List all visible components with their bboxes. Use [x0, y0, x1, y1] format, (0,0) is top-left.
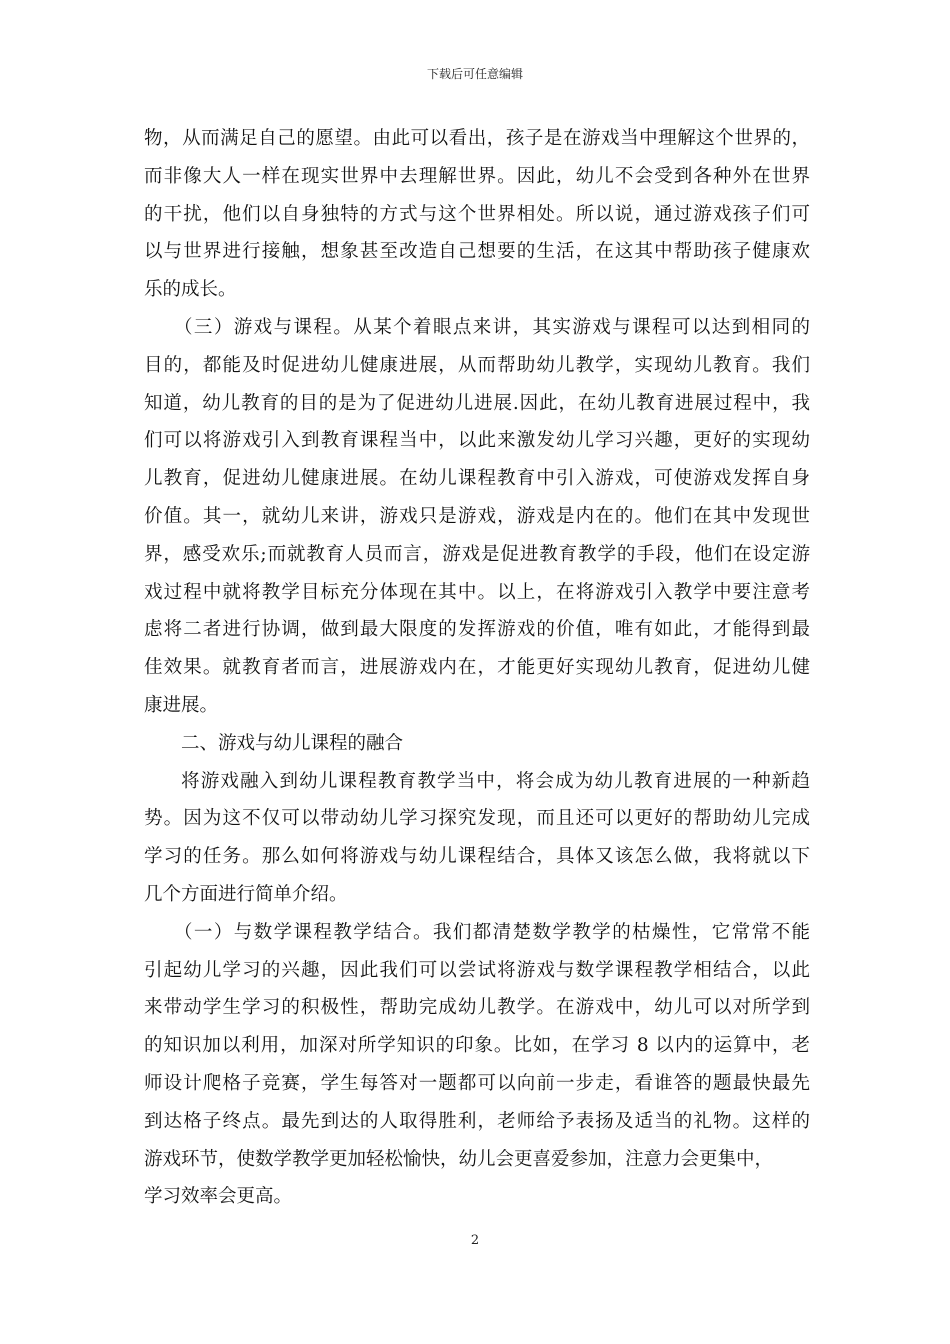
- text-line: 虑将二者进行协调，做到最大限度的发挥游戏的价值，唯有如此，才能得到最: [144, 619, 810, 641]
- text-line: 乐的成长。: [144, 279, 237, 301]
- text-line: 价值。其一，就幼儿来讲，游戏只是游戏，游戏是内在的。他们在其中发现世: [144, 505, 810, 527]
- text-line: 以与世界进行接触，想象甚至改造自己想要的生活，在这其中帮助孩子健康欢: [144, 241, 810, 263]
- text-line: 将游戏融入到幼儿课程教育教学当中，将会成为幼儿教育进展的一种新趋: [181, 770, 810, 792]
- text-line: 到达格子终点。最先到达的人取得胜利，老师给予表扬及适当的礼物。这样的: [144, 1110, 810, 1132]
- text-line: 学习的任务。那么如何将游戏与幼儿课程结合，具体又该怎么做，我将就以下: [144, 846, 810, 868]
- text-line: 师设计爬格子竞赛，学生每答对一题都可以向前一步走，看谁答的题最快最先: [144, 1072, 810, 1094]
- text-line: 知道，幼儿教育的目的是为了促进幼儿进展.因此，在幼儿教育进展过程中，我: [144, 392, 810, 414]
- text-line: （一）与数学课程教学结合。我们都清楚数学教学的枯燥性，它常常不能: [174, 921, 810, 943]
- text-line: 的干扰，他们以自身独特的方式与这个世界相处。所以说，通过游戏孩子们可: [144, 203, 810, 225]
- text-line: 来带动学生学习的积极性，帮助完成幼儿教学。在游戏中，幼儿可以对所学到: [144, 997, 810, 1019]
- text-line: 游戏环节，使数学教学更加轻松愉快，幼儿会更喜爱参加，注意力会更集中，: [144, 1148, 774, 1170]
- text-line: 二、游戏与幼儿课程的融合: [181, 732, 404, 754]
- text-line: 目的，都能及时促进幼儿健康进展，从而帮助幼儿教学，实现幼儿教育。我们: [144, 354, 810, 376]
- page-number: 2: [470, 1233, 480, 1248]
- text-line: 界，感受欢乐;而就教育人员而言，游戏是促进教育教学的手段，他们在设定游: [144, 543, 810, 565]
- text-line: 们可以将游戏引入到教育课程当中，以此来激发幼儿学习兴趣，更好的实现幼: [144, 430, 810, 452]
- text-line: 的知识加以利用，加深对所学知识的印象。比如，在学习 8 以内的运算中，老: [144, 1035, 810, 1057]
- document-body: [144, 120, 810, 1216]
- text-line: 康进展。: [144, 694, 219, 716]
- text-line: 学习效率会更高。: [144, 1186, 293, 1208]
- text-line: （三）游戏与课程。从某个着眼点来讲，其实游戏与课程可以达到相同的: [174, 316, 810, 338]
- text-line: 引起幼儿学习的兴趣，因此我们可以尝试将游戏与数学课程教学相结合，以此: [144, 959, 810, 981]
- text-line: 戏过程中就将教学目标充分体现在其中。以上，在将游戏引入教学中要注意考: [144, 581, 810, 603]
- text-line: 而非像大人一样在现实世界中去理解世界。因此，幼儿不会受到各种外在世界: [144, 165, 810, 187]
- text-line: 佳效果。就教育者而言，进展游戏内在，才能更好实现幼儿教育，促进幼儿健: [144, 657, 810, 679]
- page-header: 下载后可任意编辑: [426, 67, 523, 81]
- text-line: 几个方面进行简单介绍。: [144, 883, 348, 905]
- text-line: 儿教育，促进幼儿健康进展。在幼儿课程教育中引入游戏，可使游戏发挥自身: [144, 468, 810, 490]
- text-line: 物，从而满足自己的愿望。由此可以看出，孩子是在游戏当中理解这个世界的，: [144, 128, 810, 149]
- text-line: 势。因为这不仅可以带动幼儿学习探究发现，而且还可以更好的帮助幼儿完成: [144, 808, 810, 830]
